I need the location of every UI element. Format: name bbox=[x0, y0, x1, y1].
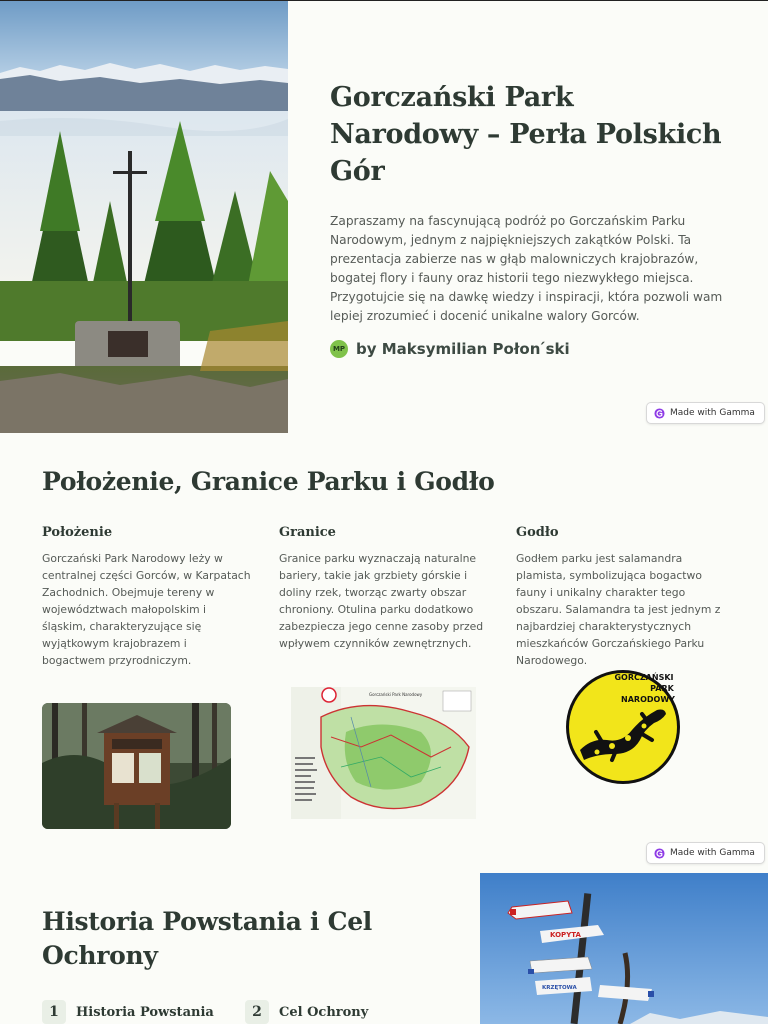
forest-board-image bbox=[42, 703, 231, 829]
step-label: Historia Powstania bbox=[76, 1004, 214, 1020]
emblem-text-line3: NARODOWY bbox=[621, 695, 675, 704]
gamma-logo-icon bbox=[654, 848, 665, 859]
badge-label: Made with Gamma bbox=[670, 848, 755, 858]
page-title: Gorczański Park Narodowy – Perła Polskich Gór bbox=[330, 82, 722, 187]
step-protection bbox=[245, 1000, 368, 1024]
step-history bbox=[42, 1000, 214, 1024]
step-number: 1 bbox=[42, 1000, 66, 1024]
park-map-image bbox=[291, 687, 476, 819]
gamma-logo-icon bbox=[654, 408, 665, 419]
section-title: Położenie, Granice Parku i Godło bbox=[42, 467, 495, 496]
column-emblem bbox=[516, 525, 726, 669]
avatar: MP bbox=[330, 340, 348, 358]
slide-title bbox=[0, 0, 768, 433]
column-heading: Położenie bbox=[42, 525, 113, 540]
slide-location bbox=[0, 433, 768, 873]
emblem-text-line1: GORCZAŃSKI bbox=[614, 673, 674, 682]
author-name: by Maksymilian Połon ́ski bbox=[356, 340, 570, 358]
column-location bbox=[42, 525, 252, 669]
park-emblem-image bbox=[562, 668, 684, 786]
hero-mountain-image bbox=[0, 1, 288, 434]
column-text: Gorczański Park Narodowy leży w centralnej części Gorców, w Karpatach Zachodnich. Obejmuje tereny w województwach małopolskim i śląskim, charakteryzujące się wyjątkowym krajobrazem i bogactwem przyrodniczym. bbox=[42, 552, 251, 667]
sign-text: KOPYTA bbox=[550, 931, 581, 939]
author-byline bbox=[330, 340, 725, 358]
column-heading: Granice bbox=[279, 525, 336, 540]
column-text: Granice parku wyznaczają naturalne bariery, takie jak grzbiety górskie i doliny rzek, tworząc zwarty obszar chroniony. Otulina parku dodatkowo zabezpiecza jego cenne zasoby przed wpływem czynników zewnętrznych. bbox=[279, 552, 484, 650]
sign-text: KRZĘTOWA bbox=[542, 985, 577, 991]
made-with-gamma-badge[interactable] bbox=[646, 402, 765, 424]
slide-history bbox=[0, 873, 768, 1024]
map-title: Gorczański Park Narodowy bbox=[369, 692, 423, 697]
step-number: 2 bbox=[245, 1000, 269, 1024]
column-heading: Godło bbox=[516, 525, 559, 540]
hero-text-block bbox=[330, 79, 725, 358]
column-borders bbox=[279, 525, 489, 652]
section-title: Historia Powstania i Cel Ochrony bbox=[42, 907, 373, 970]
trail-signpost-image bbox=[480, 873, 768, 1024]
column-text: Godłem parku jest salamandra plamista, symbolizująca bogactwo fauny i unikalny charakter tego obszaru. Salamandra ta jest jednym z najbardziej charakterystycznych mieszkańców Gorczańskiego Parku Narodowego. bbox=[516, 552, 721, 667]
hero-description: Zapraszamy na fascynującą podróż po Gorczańskim Parku Narodowym, jednym z najpiękniejszych zakątków Polski. Ta prezentacja zabierze nas w głąb malowniczych krajobrazów, bogatej flory i fauny oraz historii tego niezwykłego miejsca. Przygotujcie się na dawkę wiedzy i inspiracji, która pozwoli wam lepiej zrozumieć i docenić unikalne walory Gorców. bbox=[330, 214, 723, 323]
made-with-gamma-badge[interactable] bbox=[646, 842, 765, 864]
emblem-text-line2: PARK bbox=[650, 684, 674, 693]
step-label: Cel Ochrony bbox=[279, 1004, 369, 1020]
badge-label: Made with Gamma bbox=[670, 408, 755, 418]
